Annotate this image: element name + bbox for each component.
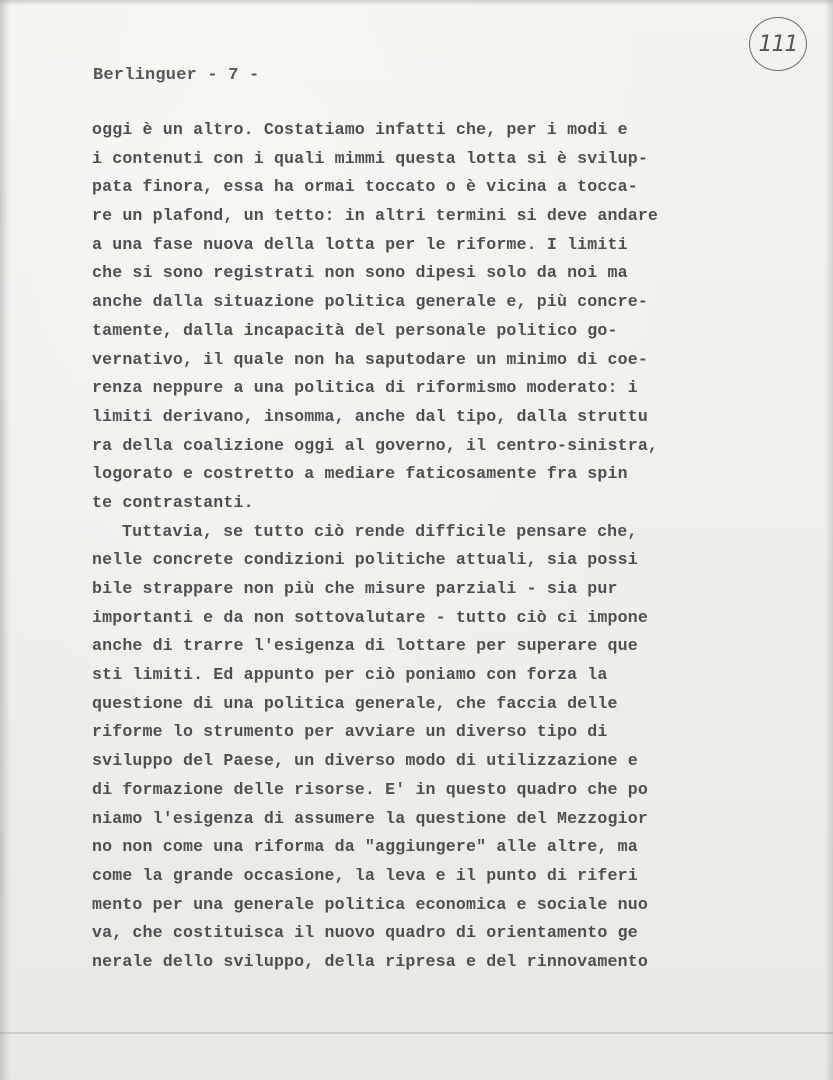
text-line: te contrastanti. xyxy=(92,492,254,512)
text-line: i contenuti con i quali mimmi questa lotta si è svilup- xyxy=(92,148,648,168)
text-line: sviluppo del Paese, un diverso modo di utilizzazione e xyxy=(92,751,638,771)
text-line: come la grande occasione, la leva e il punto di riferi xyxy=(92,865,638,885)
text-line: riforme lo strumento per avviare un diverso tipo di xyxy=(92,722,608,742)
text-line: questione di una politica generale, che faccia delle xyxy=(92,693,618,713)
text-line: nerale dello sviluppo, della ripresa e del rinnovamento xyxy=(92,951,648,971)
text-line: pata finora, essa ha ormai toccato o è vicina a tocca- xyxy=(92,177,638,197)
text-line: nelle concrete condizioni politiche attuali, sia possi xyxy=(92,550,638,570)
text-line: renza neppure a una politica di riformismo moderato: i xyxy=(92,378,638,398)
page-number-text: 111 xyxy=(758,31,798,57)
scan-edge-left xyxy=(0,0,10,1080)
text-line: logorato e costretto a mediare faticosamente fra spin xyxy=(92,464,628,484)
text-line: bile strappare non più che misure parziali - sia pur xyxy=(92,579,618,598)
text-line: anche dalla situazione politica generale e, più concre- xyxy=(92,292,648,312)
text-line: ra della coalizione oggi al governo, il centro-sinistra, xyxy=(92,435,659,455)
document-header: Berlinguer - 7 - xyxy=(93,66,260,85)
text-line: sti limiti. Ed appunto per ciò poniamo con forza la xyxy=(92,665,608,685)
text-line-paragraph-start: Tuttavia, se tutto ciò rende difficile pensare che, xyxy=(122,521,638,541)
text-line: oggi è un altro. Costatiamo infatti che, per i modi e xyxy=(92,120,628,139)
text-line: a una fase nuova della lotta per le riforme. I limiti xyxy=(92,234,628,254)
text-line: che si sono registrati non sono dipesi solo da noi ma xyxy=(92,263,628,283)
text-line: va, che costituisca il nuovo quadro di orientamento ge xyxy=(92,923,638,943)
text-line: anche di trarre l'esigenza di lottare per superare que xyxy=(92,636,638,656)
scan-bottom-line xyxy=(0,1032,833,1034)
text-line: mento per una generale politica economica e sociale nuo xyxy=(92,894,648,914)
text-line: vernativo, il quale non ha saputodare un minimo di coe- xyxy=(92,349,648,369)
text-line: limiti derivano, insomma, anche dal tipo, dalla struttu xyxy=(92,406,648,426)
text-line: niamo l'esigenza di assumere la questione del Mezzogior xyxy=(92,808,648,828)
text-line: no non come una riforma da "aggiungere" alle altre, ma xyxy=(92,837,638,857)
page-number-circle xyxy=(749,17,807,71)
scan-edge-right xyxy=(825,0,833,1080)
body-text xyxy=(92,116,659,977)
text-line: di formazione delle risorse. E' in questo quadro che po xyxy=(92,779,648,799)
text-line: re un plafond, un tetto: in altri termini si deve andare xyxy=(92,206,659,226)
text-line: importanti e da non sottovalutare - tutto ciò ci impone xyxy=(92,607,648,627)
text-line: tamente, dalla incapacità del personale politico go- xyxy=(92,320,618,340)
scan-edge-top xyxy=(0,0,833,6)
